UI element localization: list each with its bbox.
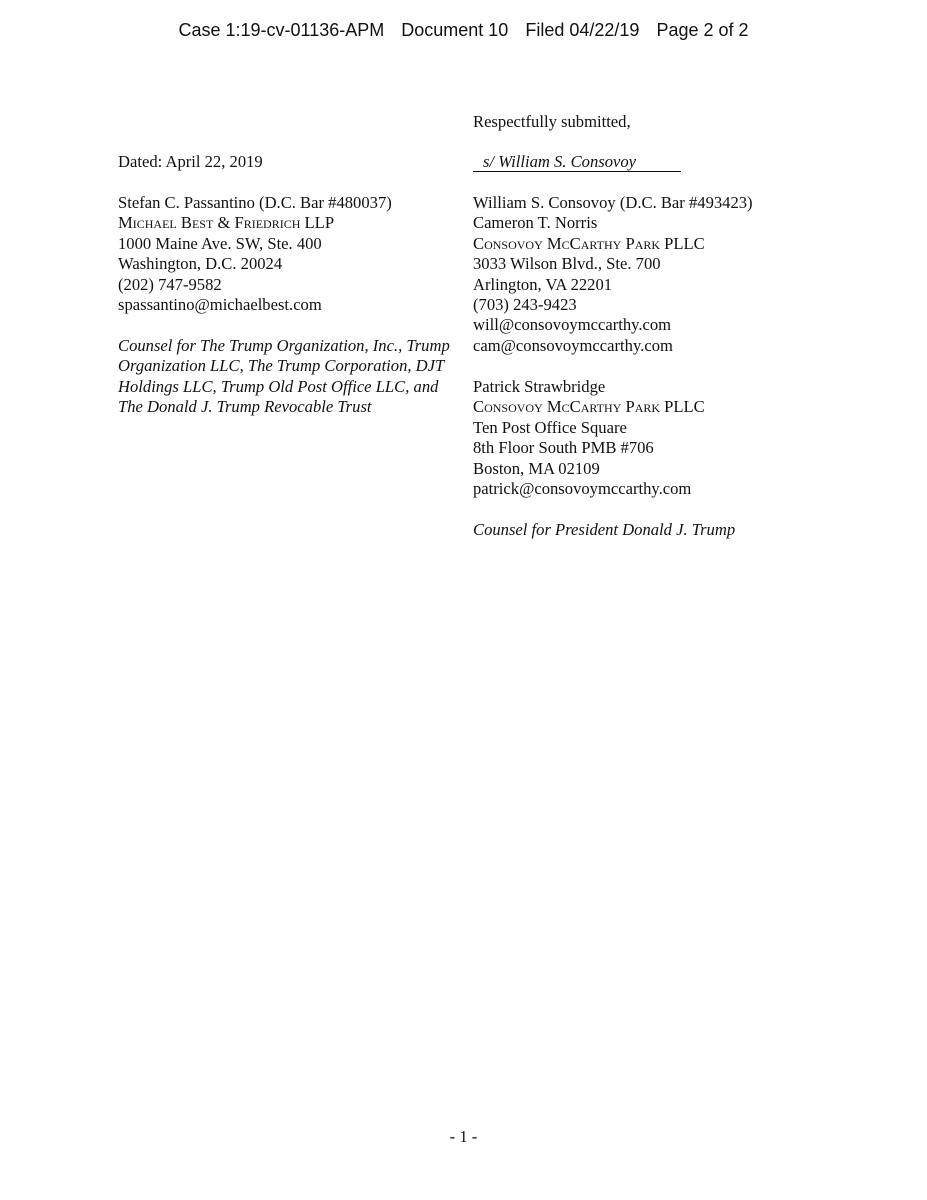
left-counsel-address1: 1000 Maine Ave. SW, Ste. 400 [118, 233, 322, 253]
left-counsel-for-line: Organization LLC, The Trump Corporation, DJT [118, 356, 445, 376]
left-counsel-phone: (202) 747-9582 [118, 274, 222, 294]
left-counsel-for [118, 336, 450, 418]
left-counsel-block [118, 193, 392, 315]
right-counsel-name3: Patrick Strawbridge [473, 377, 606, 396]
right-counsel-email2: cam@consovoymccarthy.com [473, 335, 673, 355]
page-number: - 1 - [449, 1127, 478, 1146]
filed-date: Filed 04/22/19 [525, 20, 640, 40]
right-counsel-firm: Consovoy McCarthy Park PLLC [473, 233, 705, 253]
closing-text: Respectfully submitted, [473, 112, 631, 131]
right-counsel-firm2: Consovoy McCarthy Park PLLC [473, 397, 705, 417]
left-counsel-address2: Washington, D.C. 20024 [118, 254, 283, 274]
dated-block [118, 152, 263, 172]
left-counsel-firm: Michael Best & Friedrich LLP [118, 213, 335, 233]
closing-block [473, 112, 631, 132]
right-counsel-email3: patrick@consovoymccarthy.com [473, 479, 692, 499]
right-counsel-name2: Cameron T. Norris [473, 213, 598, 233]
left-counsel-email: spassantino@michaelbest.com [118, 295, 322, 315]
left-counsel-for-line: The Donald J. Trump Revocable Trust [118, 397, 372, 417]
right-counsel-address2: Arlington, VA 22201 [473, 274, 613, 294]
left-counsel-name: Stefan C. Passantino (D.C. Bar #480037) [118, 193, 392, 212]
right-counsel-block [473, 193, 753, 356]
page-indicator: Page 2 of 2 [656, 20, 749, 40]
left-counsel-for-line: Holdings LLC, Trump Old Post Office LLC, and [118, 376, 439, 396]
case-header [0, 20, 927, 41]
right-counsel-block-2 [473, 377, 705, 499]
right-counsel-phone: (703) 243-9423 [473, 295, 577, 315]
left-counsel-for-line: Counsel for The Trump Organization, Inc., Trump [118, 336, 450, 355]
document-number: Document 10 [401, 20, 509, 40]
right-counsel-for-line: Counsel for President Donald J. Trump [473, 520, 736, 539]
right-counsel-address3: Ten Post Office Square [473, 417, 627, 437]
right-counsel-address4: 8th Floor South PMB #706 [473, 438, 654, 458]
signature-line [473, 152, 681, 172]
right-counsel-address5: Boston, MA 02109 [473, 458, 600, 478]
right-counsel-email1: will@consovoymccarthy.com [473, 315, 672, 335]
right-counsel-for [473, 520, 735, 540]
signature-text: s/ William S. Consovoy [473, 153, 681, 172]
right-counsel-address1: 3033 Wilson Blvd., Ste. 700 [473, 254, 661, 274]
right-counsel-name1: William S. Consovoy (D.C. Bar #493423) [473, 193, 753, 212]
case-number: Case 1:19-cv-01136-APM [178, 20, 385, 40]
dated-text: Dated: April 22, 2019 [118, 152, 263, 171]
